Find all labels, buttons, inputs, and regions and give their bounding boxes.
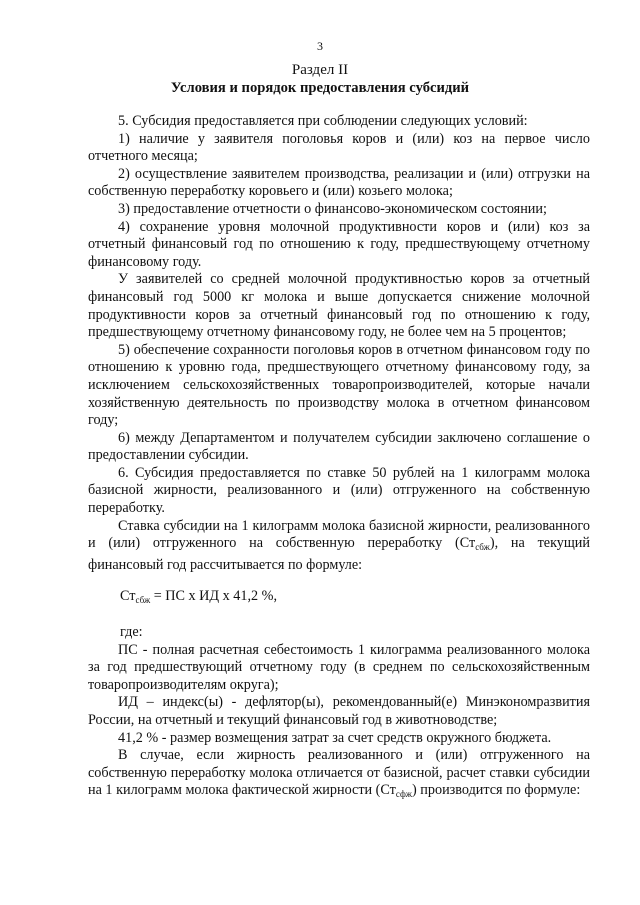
paragraph-5-intro: 5. Субсидия предоставляется при соблюдении следующих условий: — [118, 113, 528, 129]
fat-text-after: ) производится по формуле: — [412, 782, 581, 799]
condition-4: 4) сохранение уровня молочной продуктивности коров и (или) коз за отчетный финансовый год по отношению к году, предшествующему отчетному финансовому году. — [88, 218, 590, 270]
condition-4-note: У заявителей со средней молочной продуктивностью коров за отчетный финансовый год 5000 кг молока и выше допускается снижение молочной продуктивности коров за отчетный финансовый год по отношению к году, предшествующему отчетному финансовому году, не более чем на 5 процентов; — [88, 271, 590, 341]
condition-1: 1) наличие у заявителя поголовья коров и (или) коз на первое число отчетного месяца; — [88, 130, 590, 165]
section-heading: Условия и порядок предоставления субсидий — [170, 80, 470, 96]
rate-text-before: Ставка субсидии на 1 килограмм молока базисной жирности, реализованного и (или) отгруженного на собственную переработку (Ст — [88, 517, 590, 552]
condition-6: 6) между Департаментом и получателем субсидии заключено соглашение о предоставлении субсидии. — [88, 429, 590, 464]
spacer — [88, 610, 590, 624]
definition-ps: ПС - полная расчетная себестоимость 1 килограмма реализованного молока за год предшествующий отчетному году (в среднем по сельскохозяйственным товаропроизводителям округа); — [88, 641, 590, 693]
condition-3: 3) предоставление отчетности о финансово-экономическом состоянии; — [118, 200, 547, 217]
rate-subscript: сбж — [475, 542, 490, 553]
fat-paragraph — [88, 747, 590, 804]
condition-5: 5) обеспечение сохранности поголовья коров в отчетном финансовом году по отношению к уровню года, предшествующего отчетному финансовому году, за исключением сельскохозяйственных товаропроизводителей, которые начали хозяйственную деятельность по производству молока в отчетном финансовом году; — [88, 341, 590, 429]
definition-412: 41,2 % - размер возмещения затрат за счет средств окружного бюджета. — [118, 729, 552, 746]
formula-subscript: сбж — [135, 595, 151, 606]
rate-paragraph — [88, 518, 590, 575]
condition-2: 2) осуществление заявителем производства, реализации и (или) отгрузки на собственную переработку коровьего и (или) козьего молока; — [88, 165, 590, 200]
spacer — [88, 574, 590, 588]
section-label: Раздел II — [291, 62, 349, 78]
document-body — [88, 113, 590, 804]
page-number: 3 — [317, 39, 323, 53]
formula-rhs: = ПС х ИД х 41,2 %, — [150, 588, 278, 605]
where-label: где: — [120, 624, 143, 641]
definition-id: ИД – индекс(ы) - дефлятор(ы), рекомендованный(е) Минэкономразвития России, на отчетный и текущий финансовый год в животноводстве; — [88, 694, 590, 728]
fat-text-before: В случае, если жирность реализованного и (или) отгруженного на собственную переработку молока отличается от базисной, расчет ставки субсидии на 1 килограмм молока фактической жирности (Ст — [88, 747, 590, 799]
fat-subscript: сфж — [395, 789, 413, 800]
rate-text-after: ), на текущий финансовый год рассчитывается по формуле: — [88, 535, 590, 573]
formula-lhs: Ст — [120, 588, 136, 605]
paragraph-6: 6. Субсидия предоставляется по ставке 50 рублей на 1 килограмм молока базисной жирности, реализованного и (или) отгруженного на собственную переработку. — [88, 464, 590, 517]
formula — [88, 588, 590, 610]
